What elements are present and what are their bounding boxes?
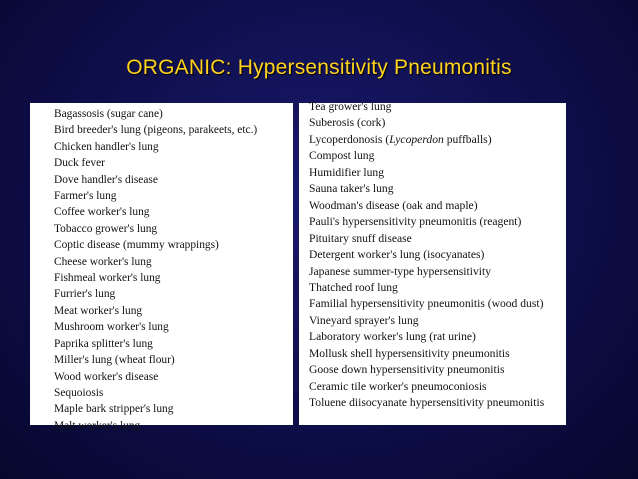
slide-title: ORGANIC: Hypersensitivity Pneumonitis bbox=[126, 56, 512, 79]
list-item: Chicken handler's lung bbox=[54, 140, 159, 153]
list-item: Japanese summer-type hypersensitivity bbox=[309, 264, 492, 278]
list-item-text: puffballs) bbox=[443, 132, 492, 146]
list-item: Furrier's lung bbox=[54, 288, 116, 301]
list-item: Fishmeal worker's lung bbox=[54, 272, 161, 285]
list-item: Maple bark stripper's lung bbox=[54, 403, 174, 416]
list-item: Malt worker's lung bbox=[54, 419, 141, 432]
list-item: Goose down hypersensitivity pneumonitis bbox=[309, 363, 505, 377]
list-item: Suberosis (cork) bbox=[309, 116, 386, 130]
list-item: Toluene diisocyanate hypersensitivity pneumonitis bbox=[309, 396, 545, 410]
list-item: Bird breeder's lung (pigeons, parakeets, etc.) bbox=[54, 124, 258, 137]
list-item: Miller's lung (wheat flour) bbox=[54, 354, 175, 367]
list-item: Farmer's lung bbox=[54, 190, 117, 203]
list-item bbox=[309, 132, 566, 148]
list-item: Woodman's disease (oak and maple) bbox=[309, 198, 478, 212]
list-item: Mollusk shell hypersensitivity pneumonitis bbox=[309, 346, 510, 360]
list-item: Wood worker's disease bbox=[54, 370, 159, 383]
left-list-panel bbox=[30, 103, 293, 432]
list-item: Tea grower's lung bbox=[309, 100, 392, 113]
list-item: Ceramic tile worker's pneumoconiosis bbox=[309, 379, 487, 393]
list-item: Vineyard sprayer's lung bbox=[309, 313, 419, 327]
list-item: Meat worker's lung bbox=[54, 304, 143, 317]
list-item: Sauna taker's lung bbox=[309, 182, 394, 196]
list-item: Familial hypersensitivity pneumonitis (wood dust) bbox=[309, 297, 544, 311]
left-disease-list bbox=[54, 106, 293, 434]
right-list-panel bbox=[299, 100, 566, 425]
list-item: Coffee worker's lung bbox=[54, 206, 150, 219]
list-item: Coptic disease (mummy wrappings) bbox=[54, 239, 219, 252]
list-item: Dove handler's disease bbox=[54, 173, 158, 186]
list-item: Cheese worker's lung bbox=[54, 255, 152, 268]
list-item: Duck fever bbox=[54, 157, 105, 170]
list-item: Pituitary snuff disease bbox=[309, 231, 412, 245]
right-disease-list bbox=[309, 99, 566, 412]
list-item-text: Lycoperdonosis ( bbox=[309, 132, 390, 146]
list-item: Humidifier lung bbox=[309, 165, 385, 179]
list-item: Paprika splitter's lung bbox=[54, 337, 153, 350]
list-item: Tobacco grower's lung bbox=[54, 222, 158, 235]
list-item: Laboratory worker's lung (rat urine) bbox=[309, 330, 476, 344]
list-item: Thatched roof lung bbox=[309, 280, 398, 294]
list-item-italic-text: Lycoperdon bbox=[389, 132, 444, 146]
list-item: Pauli's hypersensitivity pneumonitis (reagent) bbox=[309, 215, 522, 229]
list-item: Mushroom worker's lung bbox=[54, 321, 169, 334]
list-item: Bagassosis (sugar cane) bbox=[54, 108, 163, 120]
list-item: Detergent worker's lung (isocyanates) bbox=[309, 248, 485, 262]
list-item: Sequoiosis bbox=[54, 386, 104, 399]
list-item: Compost lung bbox=[309, 149, 375, 163]
